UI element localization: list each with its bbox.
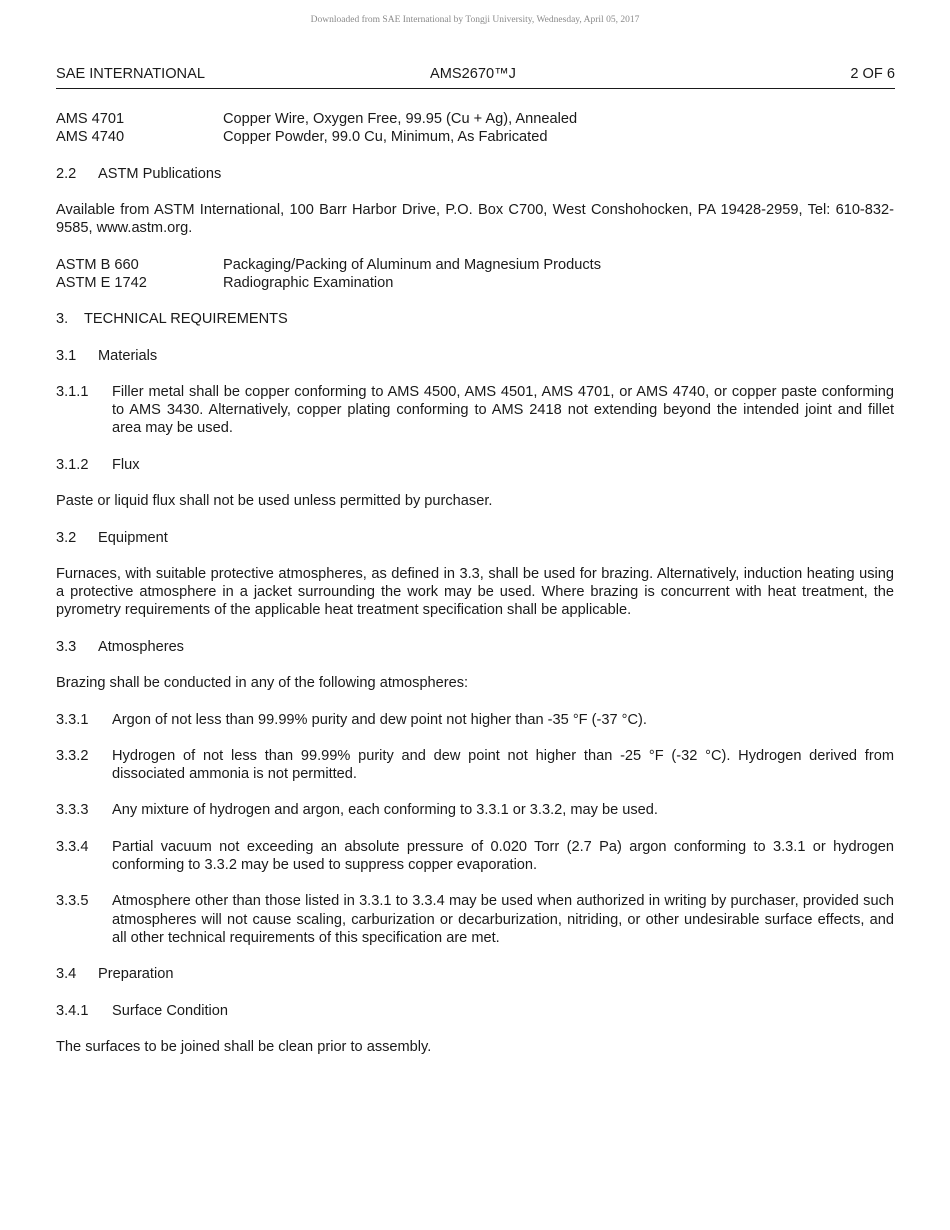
paragraph-3-1-1 [56, 383, 894, 438]
section-number: 3.2 [56, 529, 77, 546]
section-title: Equipment [98, 529, 168, 546]
paragraph-text: Partial vacuum not exceeding an absolute pressure of 0.020 Torr (2.7 Pa) argon conforming to 3.3.1 or hydrogen conforming to 3.3.2 may be used to suppress copper evaporation. [112, 838, 894, 874]
paragraph-number: 3.3.2 [56, 747, 89, 764]
paragraph-3-3-3 [56, 801, 894, 819]
header-organization: SAE INTERNATIONAL [56, 66, 205, 82]
section-title: ASTM Publications [98, 165, 222, 182]
reference-row [56, 128, 894, 146]
paragraph-number: 3.1.1 [56, 383, 89, 400]
section-title: Flux [112, 456, 140, 473]
page-header [56, 66, 895, 84]
equipment-paragraph: Furnaces, with suitable protective atmospheres, as defined in 3.3, shall be used for brazing. Alternatively, induction heating using a protective atmosphere in a jacket surrounding the work may be used. Where brazing is concurrent with heat treatment, the pyrometry requirements of the applicable heat treatment specification shall be applicable. [56, 565, 894, 619]
paragraph-3-3-1 [56, 711, 894, 729]
section-heading-3-2 [56, 529, 894, 547]
section-heading-3-1 [56, 347, 894, 365]
section-title: Preparation [98, 966, 174, 983]
section-heading-3 [56, 310, 894, 328]
reference-title: Copper Wire, Oxygen Free, 99.95 (Cu + Ag), Annealed [223, 111, 578, 127]
reference-title: Packaging/Packing of Aluminum and Magnesium Products [223, 256, 602, 273]
section-number: 3.4 [56, 966, 77, 983]
section-title: Atmospheres [98, 638, 184, 655]
section-number: 2.2 [56, 165, 77, 182]
header-document-number: AMS2670™J [430, 66, 516, 82]
reference-code: ASTM B 660 [56, 256, 139, 273]
paragraph-text: Atmosphere other than those listed in 3.3.1 to 3.3.4 may be used when authorized in writing by purchaser, provided such atmospheres will not cause scaling, carburization or decarburization, nitriding, or other undesirable surface effects, and all other technical requirements of this specification are met. [112, 893, 894, 946]
section-heading-3-4 [56, 965, 894, 983]
reference-row [56, 274, 894, 292]
section-heading-3-3 [56, 638, 894, 656]
section-number: 3. [56, 311, 69, 328]
section-title: Materials [98, 347, 158, 364]
paragraph-text: Any mixture of hydrogen and argon, each conforming to 3.3.1 or 3.3.2, may be used. [112, 802, 658, 819]
paragraph-3-3-5 [56, 892, 894, 947]
download-banner: Downloaded from SAE International by Tongji University, Wednesday, April 05, 2017 [310, 15, 640, 25]
reference-title: Radiographic Examination [223, 274, 394, 291]
reference-row [56, 256, 894, 274]
paragraph-3-3-4 [56, 838, 894, 874]
paragraph-number: 3.3.5 [56, 893, 89, 910]
paragraph-number: 3.3.4 [56, 838, 89, 855]
paragraph-text: Hydrogen of not less than 99.99% purity and dew point not higher than -25 °F (-32 °C). Hydrogen derived from dissociated ammonia is not permitted. [112, 747, 894, 783]
section-number: 3.1 [56, 347, 77, 364]
astm-availability-paragraph: Available from ASTM International, 100 Barr Harbor Drive, P.O. Box C700, West Conshohocken, PA 19428-2959, Tel: 610-832-9585, www.astm.org. [56, 201, 894, 237]
document-body [56, 110, 894, 1056]
section-heading-2-2 [56, 165, 894, 183]
reference-code: AMS 4701 [56, 111, 125, 127]
section-heading-3-4-1 [56, 1002, 894, 1020]
header-page-number: 2 OF 6 [850, 66, 895, 82]
section-number: 3.4.1 [56, 1002, 89, 1019]
reference-code: AMS 4740 [56, 129, 125, 146]
paragraph-3-3-2 [56, 747, 894, 783]
paragraph-text: Argon of not less than 99.99% purity and dew point not higher than -35 °F (-37 °C). [112, 711, 647, 728]
header-rule [56, 88, 895, 89]
section-number: 3.3 [56, 638, 77, 655]
section-number: 3.1.2 [56, 456, 89, 473]
paragraph-number: 3.3.1 [56, 711, 89, 728]
section-heading-3-1-2 [56, 456, 894, 474]
paragraph-text: Filler metal shall be copper conforming to AMS 4500, AMS 4501, AMS 4701, or AMS 4740, or copper paste conforming to AMS 3430. Alternatively, copper plating conforming to AMS 2418 not extending beyond the intended joint and fillet area may be used. [112, 383, 894, 437]
section-title: Surface Condition [112, 1002, 229, 1019]
section-title: TECHNICAL REQUIREMENTS [84, 311, 288, 328]
atmospheres-intro: Brazing shall be conducted in any of the following atmospheres: [56, 675, 469, 692]
reference-row [56, 110, 894, 128]
reference-code: ASTM E 1742 [56, 274, 147, 291]
paragraph-number: 3.3.3 [56, 802, 89, 819]
surface-condition-paragraph: The surfaces to be joined shall be clean prior to assembly. [56, 1039, 432, 1056]
flux-paragraph: Paste or liquid flux shall not be used unless permitted by purchaser. [56, 493, 493, 510]
reference-title: Copper Powder, 99.0 Cu, Minimum, As Fabricated [223, 129, 548, 146]
